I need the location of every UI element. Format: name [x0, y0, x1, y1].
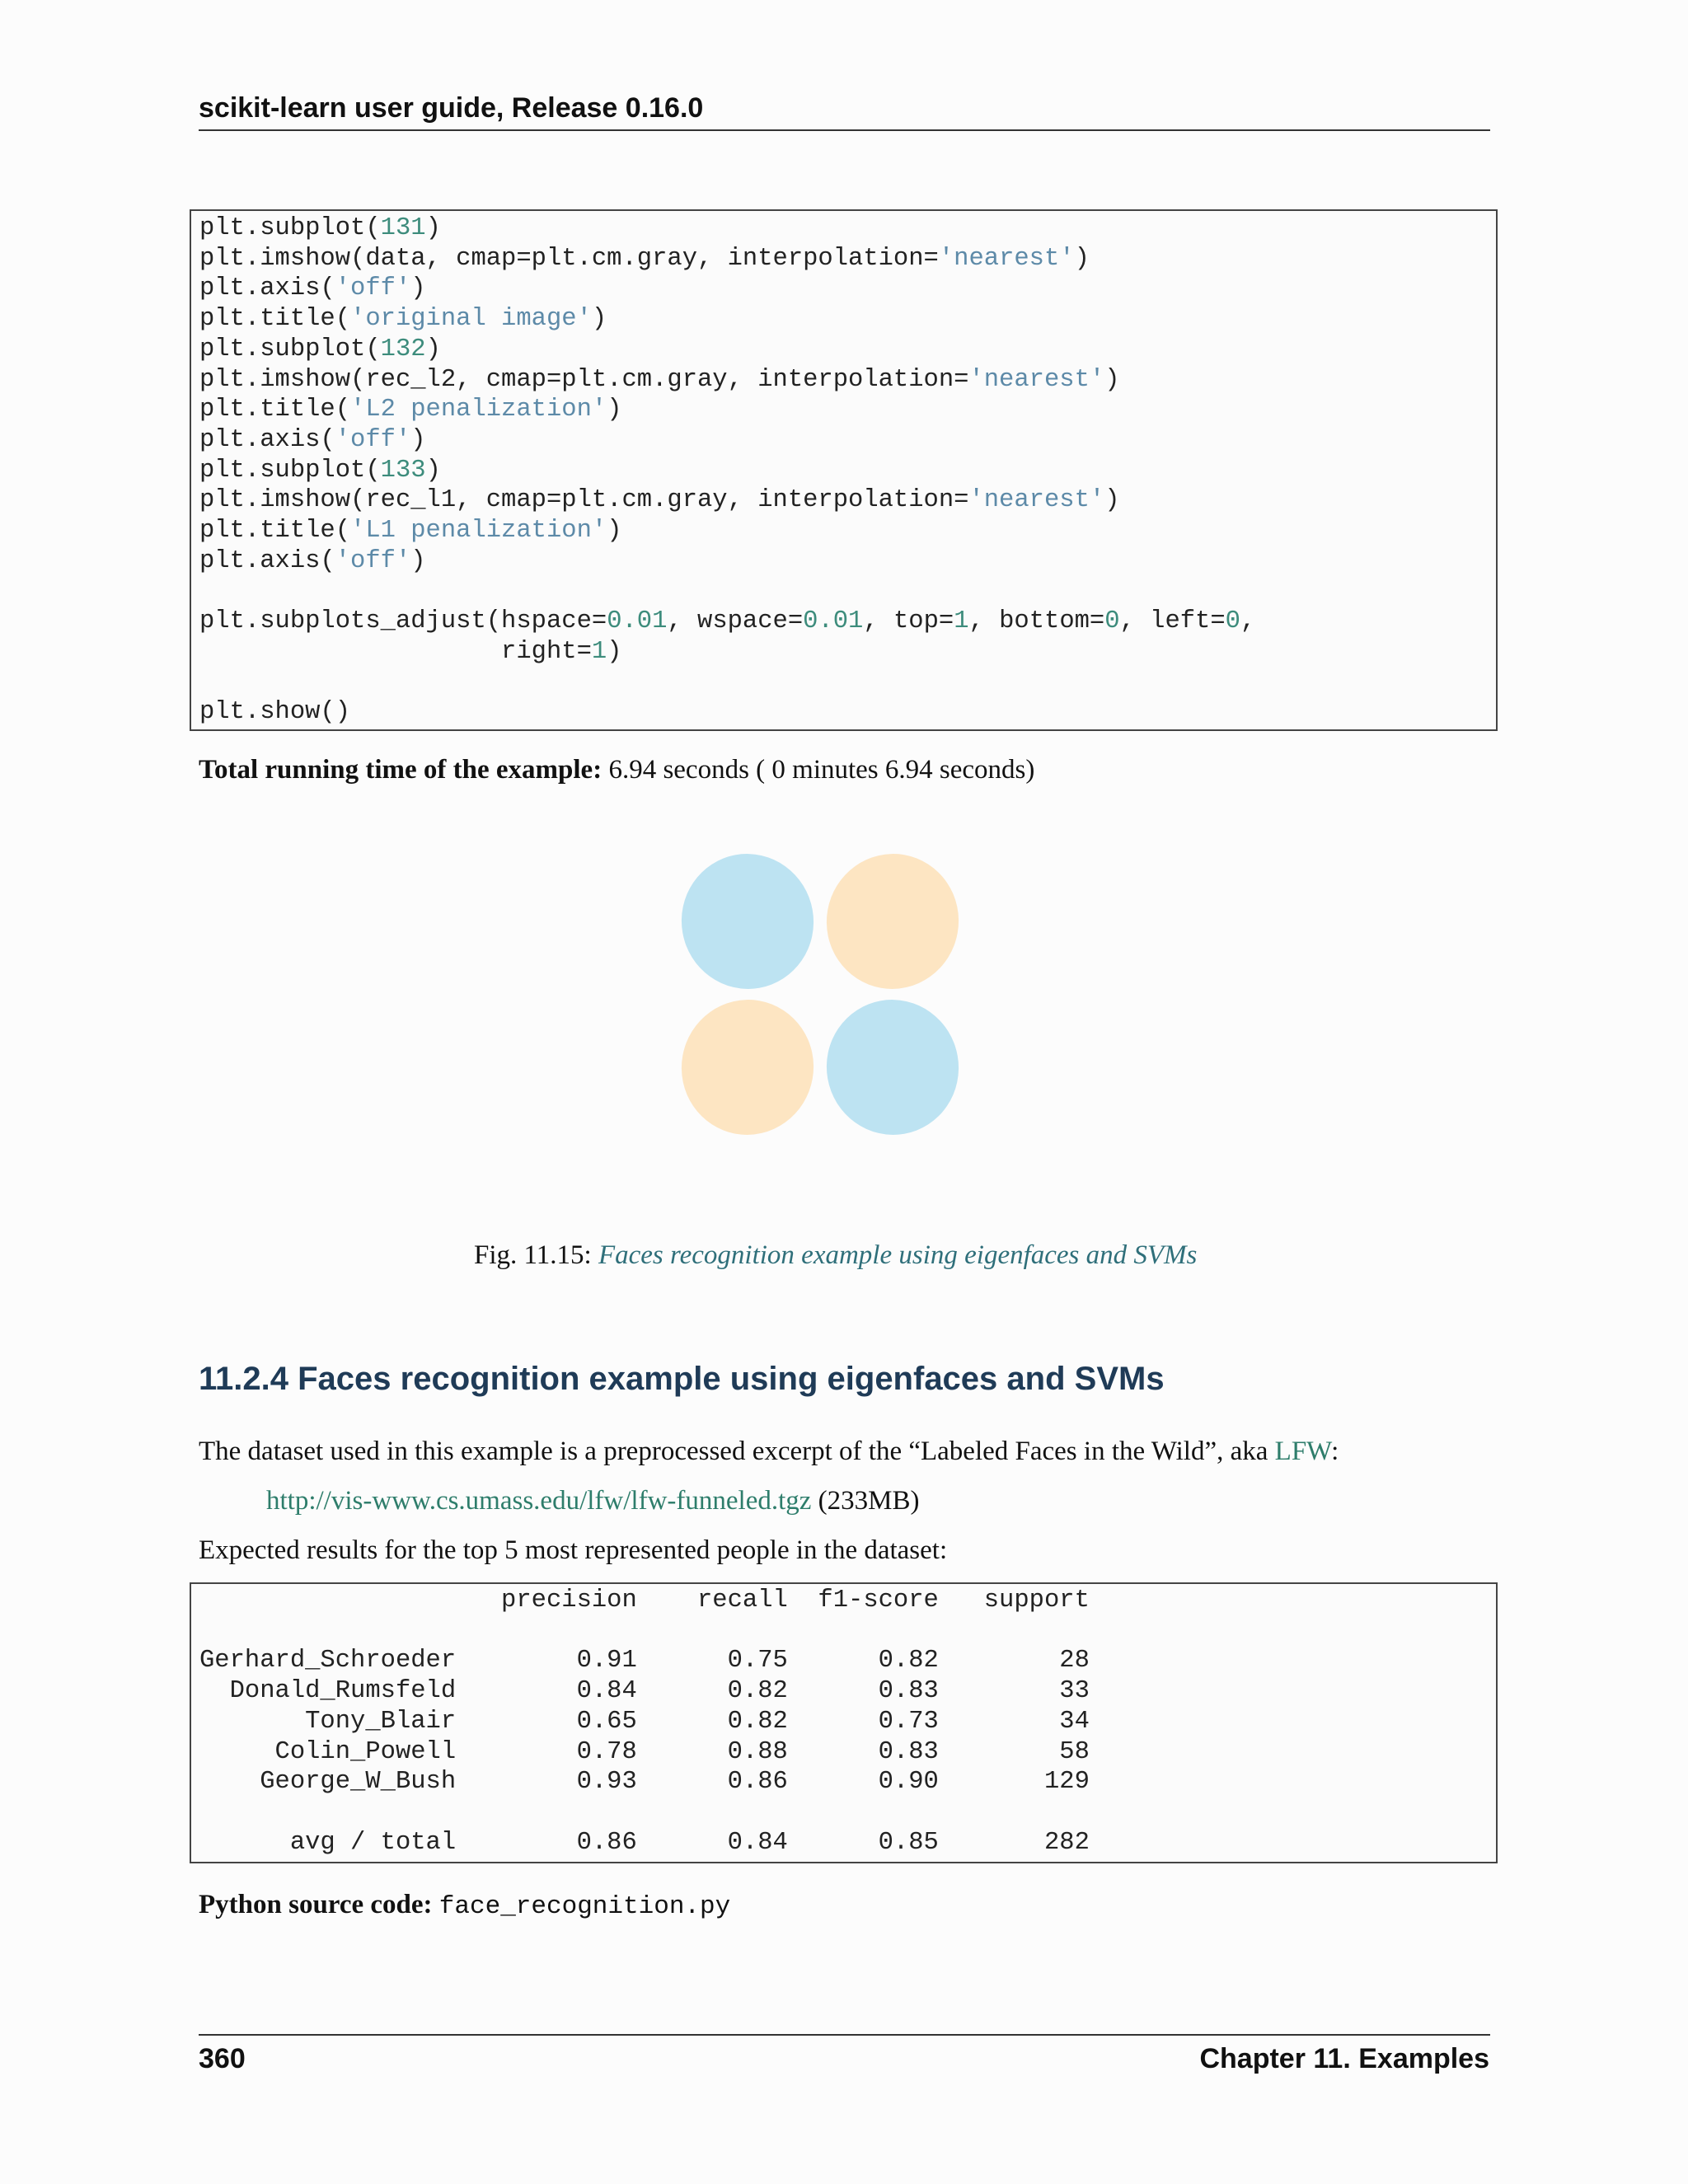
- code-line: plt.subplots_adjust(hspace=0.01, wspace=0.01, top=1, bottom=0, left=0,: [199, 607, 1256, 636]
- running-time: [199, 755, 1034, 785]
- code-line: plt.axis('off'): [199, 274, 426, 303]
- code-text: [191, 211, 1496, 728]
- code-line: plt.title('L2 penalization'): [199, 396, 622, 424]
- dataset-url-line: [266, 1486, 920, 1516]
- caption-prefix: Fig. 11.15:: [474, 1240, 598, 1270]
- dataset-size: (233MB): [811, 1486, 920, 1516]
- code-line: plt.axis('off'): [199, 546, 426, 575]
- blob-bottom-left: [676, 989, 824, 1141]
- code-block: [190, 209, 1498, 731]
- code-line: plt.subplot(132): [199, 335, 441, 363]
- blob-bottom-right: [816, 989, 964, 1141]
- dataset-url-link[interactable]: http://vis-www.cs.umass.edu/lfw/lfw-funneled.tgz: [266, 1486, 812, 1516]
- table-row: Gerhard_Schroeder 0.91 0.75 0.82 28: [199, 1647, 1090, 1675]
- running-time-value: 6.94 seconds ( 0 minutes 6.94 seconds): [602, 755, 1035, 785]
- code-line: plt.imshow(rec_l1, cmap=plt.cm.gray, interpolation='nearest'): [199, 486, 1120, 515]
- results-table-block: [190, 1582, 1498, 1863]
- source-filename[interactable]: face_recognition.py: [438, 1892, 731, 1921]
- intro-text: The dataset used in this example is a preprocessed excerpt of the “Labeled Faces in the Wild”, aka: [199, 1436, 1275, 1466]
- table-row: avg / total 0.86 0.84 0.85 282: [199, 1828, 1090, 1857]
- code-line: plt.subplot(133): [199, 456, 441, 485]
- lfw-link[interactable]: LFW: [1274, 1436, 1332, 1466]
- code-line: right=1): [199, 637, 622, 666]
- table-row: Colin_Powell 0.78 0.88 0.83 58: [199, 1737, 1090, 1766]
- footer-rule: [199, 2034, 1490, 2036]
- running-time-label: Total running time of the example:: [199, 755, 603, 785]
- code-line: plt.title('original image'): [199, 305, 607, 334]
- source-code-line: [199, 1890, 730, 1921]
- expected-results-text: Expected results for the top 5 most represented people in the dataset:: [199, 1535, 948, 1565]
- table-row: Donald_Rumsfeld 0.84 0.82 0.83 33: [199, 1677, 1090, 1706]
- code-line: plt.title('L1 penalization'): [199, 517, 622, 546]
- code-line: plt.imshow(rec_l2, cmap=plt.cm.gray, interpolation='nearest'): [199, 365, 1120, 394]
- source-code-label: Python source code:: [199, 1890, 433, 1919]
- blob-top-right: [816, 853, 964, 1000]
- figure-caption: [474, 1240, 1197, 1271]
- table-row: George_W_Bush 0.93 0.86 0.90 129: [199, 1768, 1090, 1797]
- section-heading: 11.2.4 Faces recognition example using eigenfaces and SVMs: [199, 1361, 1165, 1397]
- intro-paragraph: [199, 1436, 1339, 1467]
- code-line: plt.subplot(131): [199, 214, 441, 242]
- eigenface-blobs-image: [676, 853, 964, 1141]
- chapter-label: Chapter 11. Examples: [1199, 2043, 1489, 2074]
- caption-link[interactable]: Faces recognition example using eigenfaces and SVMs: [598, 1240, 1198, 1270]
- figure-thumbnail[interactable]: [676, 853, 964, 1141]
- page-number: 360: [199, 2043, 246, 2074]
- blob-top-left: [676, 853, 824, 1000]
- intro-end: :: [1331, 1436, 1339, 1466]
- table-header-row: precision recall f1-score support: [199, 1586, 1090, 1615]
- results-table-text: [191, 1584, 1496, 1858]
- code-line: plt.show(): [199, 698, 351, 727]
- header-rule: [199, 129, 1490, 131]
- table-row: Tony_Blair 0.65 0.82 0.73 34: [199, 1707, 1090, 1736]
- code-line: plt.axis('off'): [199, 425, 426, 454]
- running-header-title: scikit-learn user guide, Release 0.16.0: [199, 92, 704, 124]
- code-line: plt.imshow(data, cmap=plt.cm.gray, interpolation='nearest'): [199, 244, 1090, 273]
